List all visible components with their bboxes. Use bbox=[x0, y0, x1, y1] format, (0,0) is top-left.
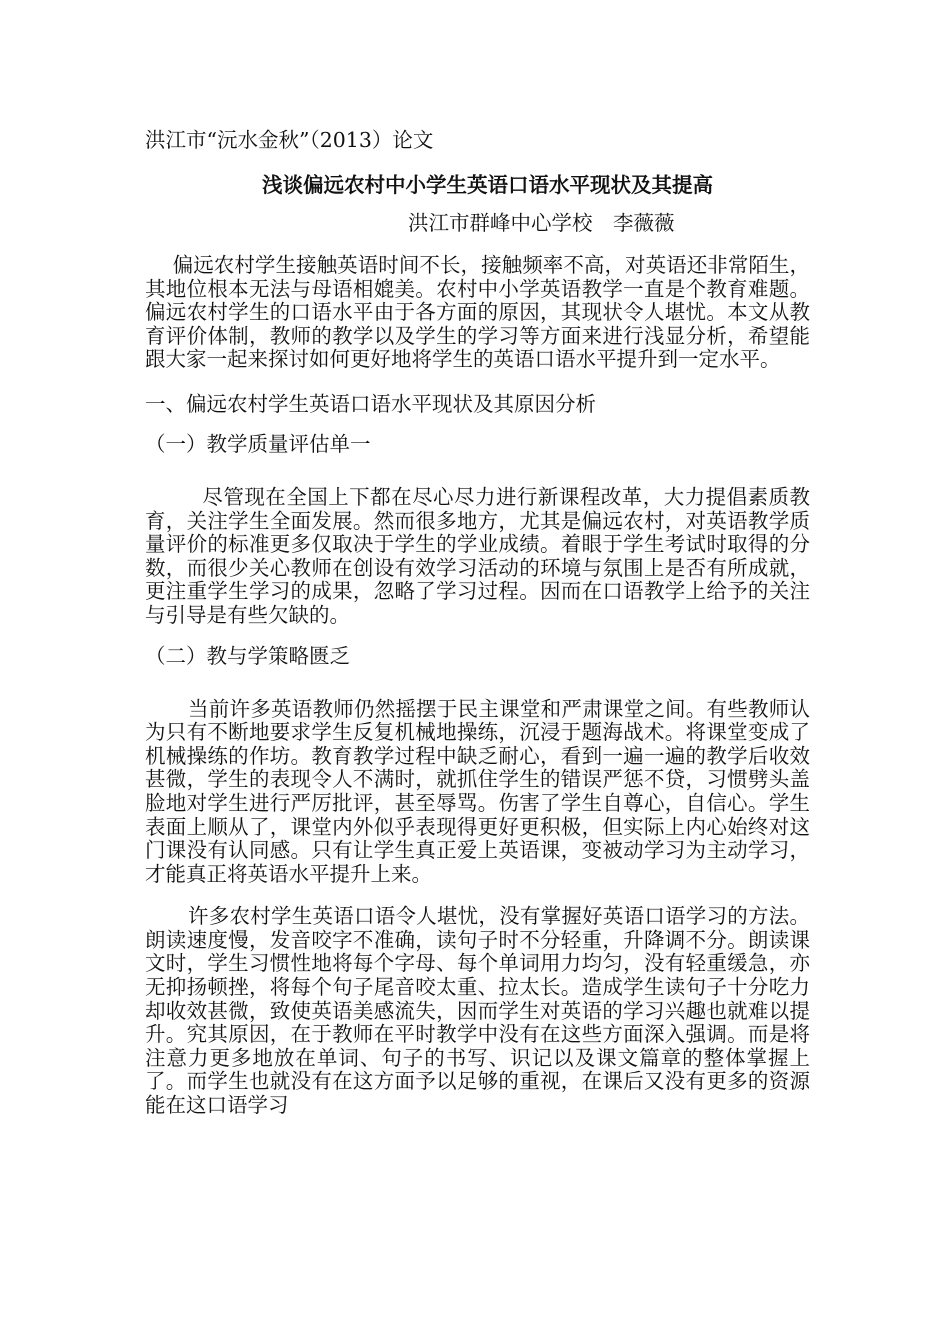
author-line: 洪江市群峰中心学校 李薇薇 bbox=[408, 211, 675, 235]
subsection-heading: （一）教学质量评估单一 bbox=[145, 431, 371, 456]
abstract-paragraph: 偏远农村学生接触英语时间不长，接触频率不高，对英语还非常陌生，其地位根本无法与母语相媲美。农村中小学英语教学一直是个教育难题。偏远农村学生的口语水平由于各方面的原因，其现状令人堪忧。本文从教育评价体制，教师的教学以及学生的学习等方面来进行浅显分析，希望能跟大家一起来探讨如何更好地将学生的英语口语水平提升到一定水平。 bbox=[145, 253, 810, 372]
body-paragraph: 当前许多英语教师仍然摇摆于民主课堂和严肃课堂之间。有些教师认为只有不断地要求学生反复机械地操练，沉浸于题海战术。将课堂变成了机械操练的作坊。教育教学过程中缺乏耐心，看到一遍一遍的教学后收效甚微，学生的表现令人不满时，就抓住学生的错误严惩不贷，习惯劈头盖脸地对学生进行严厉批评，甚至辱骂。伤害了学生自尊心，自信心。学生表面上顺从了，课堂内外似乎表现得更好更积极，但实际上内心始终对这门课没有认同感。只有让学生真正爱上英语课，变被动学习为主动学习，才能真正将英语水平提升上来。 bbox=[145, 696, 810, 886]
document-header: 洪江市“沅水金秋”（2013）论文 bbox=[145, 128, 434, 152]
subsection-heading: （二）教与学策略匮乏 bbox=[145, 643, 350, 668]
section-heading: 一、偏远农村学生英语口语水平现状及其原因分析 bbox=[145, 391, 596, 416]
body-paragraph: 尽管现在全国上下都在尽心尽力进行新课程改革，大力提倡素质教育，关注学生全面发展。然而很多地方，尤其是偏远农村，对英语教学质量评价的标准更多仅取决于学生的学业成绩。着眼于学生考试时取得的分数，而很少关心教师在创设有效学习活动的环境与氛围上是否有所成就，更注重学生学习的成果，忽略了学习过程。因而在口语教学上给予的关注与引导是有些欠缺的。 bbox=[145, 484, 810, 627]
document-title: 浅谈偏远农村中小学生英语口语水平现状及其提高 bbox=[262, 173, 713, 197]
body-paragraph: 许多农村学生英语口语令人堪忧，没有掌握好英语口语学习的方法。朗读速度慢，发音咬字不准确，读句子时不分轻重，升降调不分。朗读课文时，学生习惯性地将每个字母、每个单词用力均匀，没有轻重缓急，亦无抑扬顿挫，将每个句子尾音咬太重、拉太长。造成学生读句子十分吃力却收效甚微，致使英语美感流失，因而学生对英语的学习兴趣也就难以提升。究其原因，在于教师在平时教学中没有在这些方面深入强调。而是将注意力更多地放在单词、句子的书写、识记以及课文篇章的整体掌握上了。而学生也就没有在这方面予以足够的重视，在课后又没有更多的资源能在这口语学习 bbox=[145, 904, 810, 1118]
document-page bbox=[145, 126, 810, 1118]
